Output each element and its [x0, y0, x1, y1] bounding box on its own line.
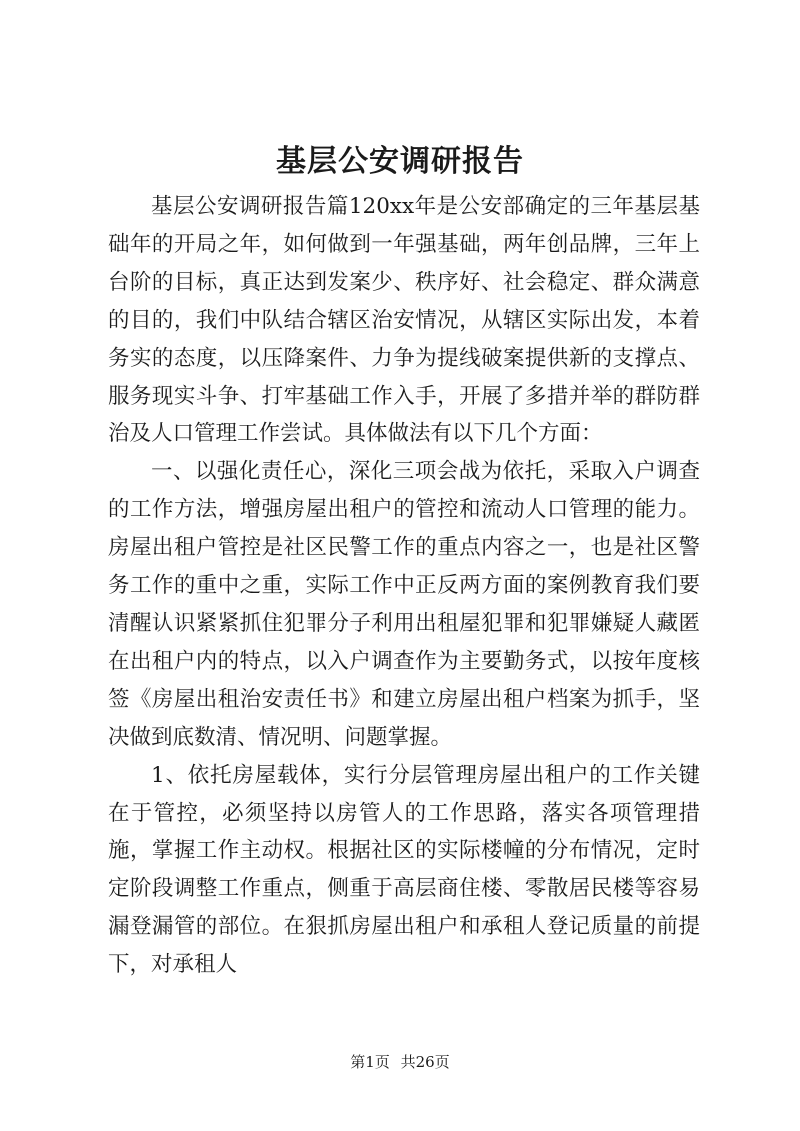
page-footer [0, 1052, 800, 1072]
page-title: 基层公安调研报告 [276, 144, 524, 179]
total-pages: 共26页 [400, 1053, 450, 1071]
page-number: 第1页 [350, 1053, 390, 1071]
document-body [108, 188, 700, 984]
paragraph-item-one: 1、依托房屋载体，实行分层管理房屋出租户的工作关键在于管控，必须坚持以房管人的工作思路，落实各项管理措施，掌握工作主动权。根据社区的实际楼幢的分布情况，定时定阶段调整工作重点，侧重于高层商住楼、零散居民楼等容易漏登漏管的部位。在狠抓房屋出租户和承租人登记质量的前提下，对承租人 [108, 762, 700, 978]
paragraph-intro: 基层公安调研报告篇120xx年是公安部确定的三年基层基础年的开局之年，如何做到一年强基础，两年创品牌，三年上台阶的目标，真正达到发案少、秩序好、社会稳定、群众满意的目的，我们中队结合辖区治安情况，从辖区实际出发，本着务实的态度，以压降案件、力争为提线破案提供新的支撑点、服务现实斗争、打牢基础工作入手，开展了多措并举的群防群治及人口管理工作尝试。具体做法有以下几个方面： [108, 194, 700, 447]
paragraph-section-one: 一、以强化责任心，深化三项会战为依托，采取入户调查的工作方法，增强房屋出租户的管控和流动人口管理的能力。房屋出租户管控是社区民警工作的重点内容之一，也是社区警务工作的重中之重，实际工作中正反两方面的案例教育我们要清醒认识紧紧抓住犯罪分子利用出租屋犯罪和犯罪嫌疑人藏匿在出租户内的特点，以入户调查作为主要勤务式，以按年度核签《房屋出租治安责任书》和建立房屋出租户档案为抓手，坚决做到底数清、情况明、问题掌握。 [108, 459, 700, 750]
